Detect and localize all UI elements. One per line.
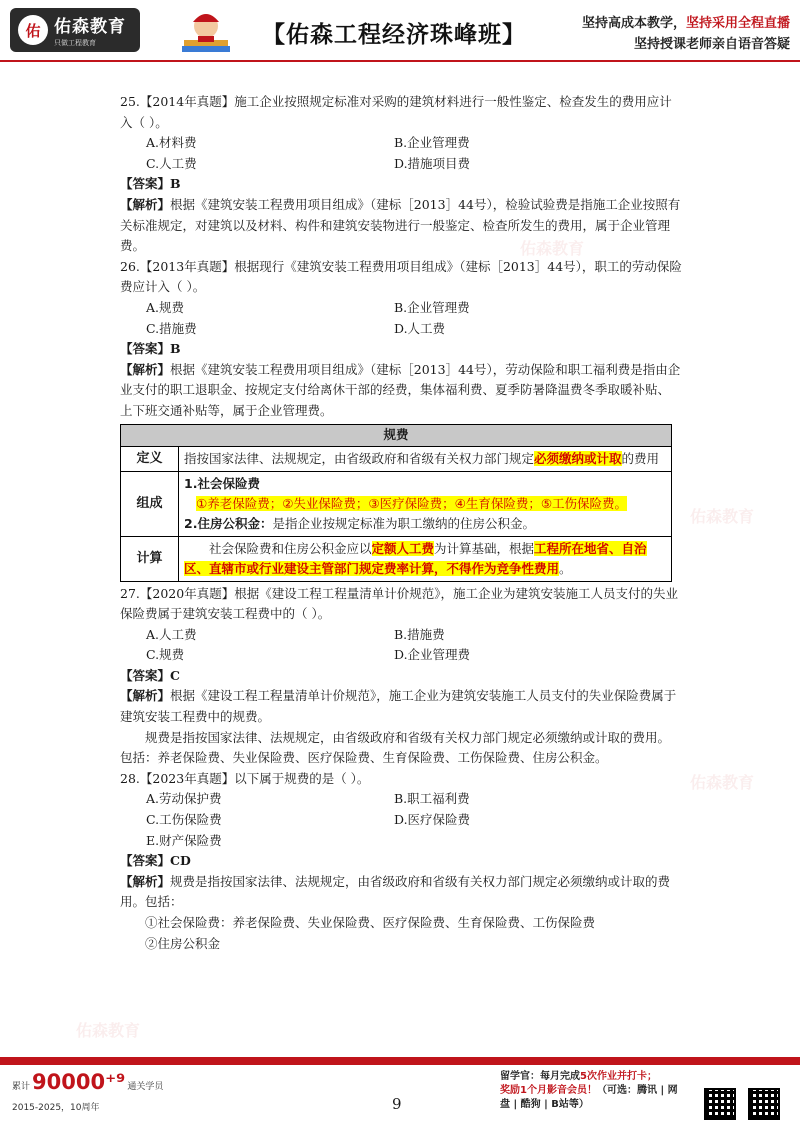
header-divider: [0, 60, 800, 62]
analysis-item: ①社会保险费：养老保险费、失业保险费、医疗保险费、生育保险费、工伤保险费: [145, 915, 596, 930]
stat-count: 90000⁺⁹: [32, 1070, 126, 1094]
page-header: [0, 0, 800, 62]
option-d: D.人工费: [394, 320, 446, 336]
option-c: C.措施费: [146, 320, 197, 336]
option-d: D.措施项目费: [394, 155, 471, 171]
tagline-1: 坚持高成本教学，坚持采用全程直播: [581, 16, 790, 31]
watermark: 佑森教育: [520, 239, 585, 258]
row-value: 社会保险费和住房公积金应以定额人工费为计算基础，根据工程所在地省、自治区、直辖市或行业建设主管部门规定费率计算，不得作为竞争性费用。: [179, 536, 672, 581]
question-text: 25.【2014年真题】施工企业按照规定标准对采购的建筑材料进行一般性鉴定、检查发生的费用应计入（ ）。: [120, 94, 672, 130]
option-b: B.企业管理费: [394, 135, 470, 151]
watermark: 佑森教育: [690, 773, 755, 792]
option-a: A.劳动保护费: [146, 791, 222, 807]
analysis: 【解析】根据《建筑安装工程费用项目组成》（建标［2013］44号），检验试验费是指施工企业按照有关标准规定，对建筑以及材料、构件和建筑安装物进行一般鉴定、检查所发生的费用，属于企业管理费。: [120, 196, 681, 254]
option-a: A.材料费: [146, 135, 197, 151]
question-27: [120, 584, 682, 769]
row-value: 1.社会保险费 ①养老保险费；②失业保险费；③医疗保险费；④生育保险费；⑤工伤保险费。 2.住房公积金：是指企业按规定标准为职工缴纳的住房公积金。: [179, 471, 672, 536]
footer-divider: [0, 1057, 800, 1065]
option-a: A.规费: [146, 299, 185, 315]
stat-prefix: 累计: [12, 1082, 31, 1092]
table-row: [121, 471, 672, 536]
document-body: [120, 92, 682, 954]
stat-years: 2015-2025，10周年: [12, 1103, 100, 1113]
question-26: [120, 257, 682, 422]
row-key: 组成: [121, 471, 179, 536]
analysis: 【解析】规费是指按国家法律、法规规定，由省级政府和省级有关权力部门规定必须缴纳或计取的费用。包括：: [120, 873, 671, 910]
analysis: 【解析】根据《建筑安装工程费用项目组成》（建标［2013］44号），劳动保险和职工福利费是指由企业支付的职工退职金、按规定支付给离休干部的经费，集体福利费、夏季防暑降温费冬季取暖补贴、上下班交通补贴等，属于企业管理费。: [120, 361, 681, 418]
stat-suffix: 通关学员: [127, 1082, 164, 1092]
options: [120, 133, 682, 174]
row-key: 计算: [121, 536, 179, 581]
logo-name: 佑森教育: [54, 17, 126, 37]
page-number: 9: [392, 1095, 402, 1113]
footer-stats: [12, 1070, 163, 1113]
option-b: B.职工福利费: [394, 791, 470, 807]
logo-mark-icon: 佑: [18, 15, 48, 45]
answer: 【答案】CD: [120, 853, 191, 869]
row-key: 定义: [121, 446, 179, 471]
tagline-2: 坚持授课老师亲自语音答疑: [633, 37, 790, 52]
question-25: [120, 92, 682, 257]
answer: 【答案】B: [120, 341, 181, 357]
logo: [10, 8, 140, 52]
table-row: [121, 446, 672, 471]
analysis-detail: 规费是指按国家法律、法规规定，由省级政府和省级有关权力部门规定必须缴纳或计取的费用。包括：养老保险费、失业保险费、医疗保险费、生育保险费、工伤保险费、住房公积金。: [120, 729, 671, 766]
answer: 【答案】B: [120, 176, 181, 192]
option-c: C.人工费: [146, 155, 197, 171]
option-c: C.规费: [146, 647, 185, 663]
question-28: [120, 769, 682, 954]
qr-code-icon: [704, 1088, 736, 1120]
row-value: 指按国家法律、法规规定，由省级政府和省级有关权力部门规定必须缴纳或计取的费用: [179, 446, 672, 471]
option-d: D.医疗保险费: [394, 812, 471, 828]
fee-table: [120, 424, 672, 582]
options: [120, 625, 682, 666]
option-c: C.工伤保险费: [146, 812, 222, 828]
banner-title: 【佑森工程经济珠峰班】: [262, 22, 526, 48]
answer: 【答案】C: [120, 667, 180, 683]
question-text: 26.【2013年真题】根据现行《建筑安装工程费用项目组成》（建标［2013］44号），职工的劳动保险费应计入（ ）。: [120, 258, 682, 295]
analysis-item: ②住房公积金: [145, 935, 221, 951]
mascot-icon: [178, 6, 234, 56]
watermark: 佑森教育: [690, 507, 755, 526]
footer-promo: 留学官：每月完成5次作业并打卡； 奖励1个月影音会员！（可选：腾讯 | 网盘 | 酷狗 | B站等）: [500, 1071, 678, 1110]
options: [120, 298, 682, 339]
question-text: 27.【2020年真题】根据《建设工程工程量清单计价规范》，施工企业为建筑安装施工人员支付的失业保险费属于建筑安装工程费中的（ ）。: [120, 585, 678, 622]
watermark: 佑森教育: [76, 1021, 141, 1040]
option-a: A.人工费: [146, 626, 197, 642]
qr-code-icon: [748, 1088, 780, 1120]
question-text: 28.【2023年真题】以下属于规费的是（ ）。: [120, 770, 370, 786]
table-header: 规费: [121, 424, 672, 446]
option-e: E.财产保险费: [146, 832, 222, 848]
table-row: [121, 536, 672, 581]
logo-slogan: 只做工程教育: [54, 39, 96, 47]
option-b: B.措施费: [394, 626, 445, 642]
option-d: D.企业管理费: [394, 647, 471, 663]
option-b: B.企业管理费: [394, 299, 470, 315]
analysis: 【解析】根据《建设工程工程量清单计价规范》，施工企业为建筑安装施工人员支付的失业保险费属于建筑安装工程费中的规费。: [120, 688, 677, 725]
options: [120, 789, 682, 851]
